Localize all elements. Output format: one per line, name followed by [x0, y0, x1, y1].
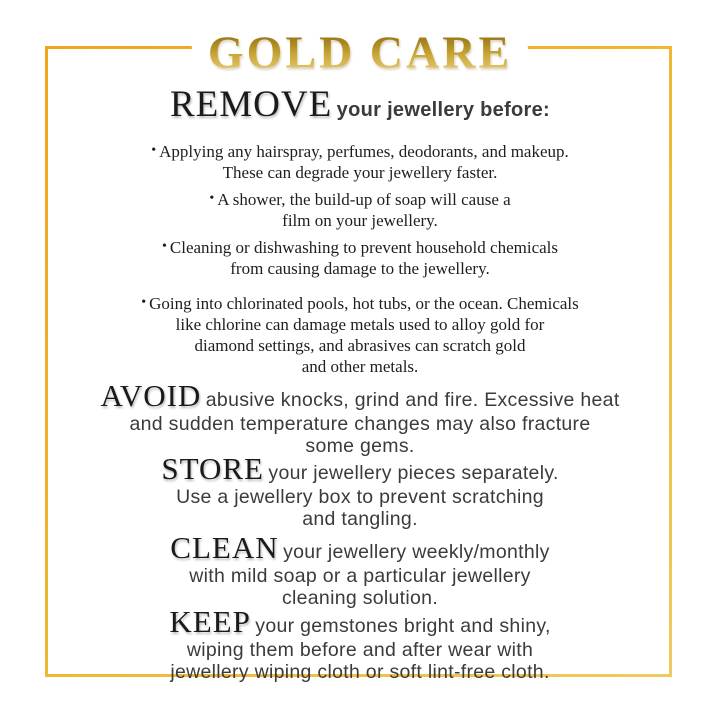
bullet-line — [58, 292, 662, 314]
section-line: jewellery wiping cloth or soft lint-free cloth. — [170, 661, 550, 683]
section-line: Use a jewellery box to prevent scratching — [176, 486, 544, 508]
remove-keyword: REMOVE — [169, 84, 333, 125]
bullet-line: These can degrade your jewellery faster. — [222, 163, 498, 182]
list-item-hairspray — [58, 140, 662, 183]
clean-keyword: CLEAN — [170, 530, 279, 565]
page-title: GOLD CARE — [207, 26, 513, 78]
section-line: and tangling. — [302, 508, 418, 530]
section-line: cleaning solution. — [281, 587, 439, 609]
bullet-list — [58, 140, 662, 377]
section-line: and sudden temperature changes may also fracture — [129, 413, 591, 435]
section-text: your jewellery weekly/monthly — [283, 541, 550, 563]
bullet-line: like chlorine can damage metals used to alloy gold for — [175, 315, 545, 334]
section-text: your gemstones bright and shiny, — [255, 615, 551, 637]
bullet-line — [58, 236, 662, 258]
bullet-line: from causing damage to the jewellery. — [230, 259, 490, 278]
bullet-text: A shower, the build-up of soap will cause a — [217, 190, 511, 209]
bullet-line — [58, 140, 662, 162]
bullet-icon: • — [209, 191, 215, 206]
bullet-icon: • — [162, 239, 167, 254]
avoid-keyword: AVOID — [100, 378, 202, 413]
bullet-line: diamond settings, and abrasives can scratch gold — [194, 336, 526, 355]
bullet-text: Applying any hairspray, perfumes, deodorants, and makeup. — [159, 142, 569, 161]
section-avoid — [58, 378, 662, 457]
section-line — [58, 604, 662, 639]
section-line — [58, 378, 662, 413]
section-store — [58, 451, 662, 530]
bullet-text: Cleaning or dishwashing to prevent household chemicals — [169, 238, 558, 257]
remove-intro: your jewellery before: — [336, 99, 551, 121]
section-clean — [58, 530, 662, 609]
title-banner — [192, 26, 528, 79]
list-item-shower — [58, 188, 662, 231]
section-text: your jewellery pieces separately. — [268, 462, 559, 484]
section-line — [58, 530, 662, 565]
bullet-line: and other metals. — [301, 357, 419, 376]
store-keyword: STORE — [161, 451, 264, 486]
bullet-icon: • — [141, 295, 147, 310]
bullet-text: Going into chlorinated pools, hot tubs, or the ocean. Chemicals — [149, 294, 579, 313]
bullet-line: film on your jewellery. — [282, 211, 438, 230]
list-item-pools — [58, 292, 662, 377]
bullet-icon: • — [151, 143, 157, 158]
section-line: with mild soap or a particular jewellery — [189, 565, 531, 587]
section-line: wiping them before and after wear with — [186, 639, 534, 661]
bullet-line — [58, 188, 662, 210]
section-text: abusive knocks, grind and fire. Excessive heat — [205, 389, 620, 411]
keep-keyword: KEEP — [169, 604, 251, 639]
list-item-cleaning — [58, 236, 662, 279]
content-area — [58, 84, 662, 683]
section-line: some gems. — [305, 435, 415, 457]
section-line — [58, 451, 662, 486]
remove-heading — [58, 84, 662, 134]
section-keep — [58, 604, 662, 683]
